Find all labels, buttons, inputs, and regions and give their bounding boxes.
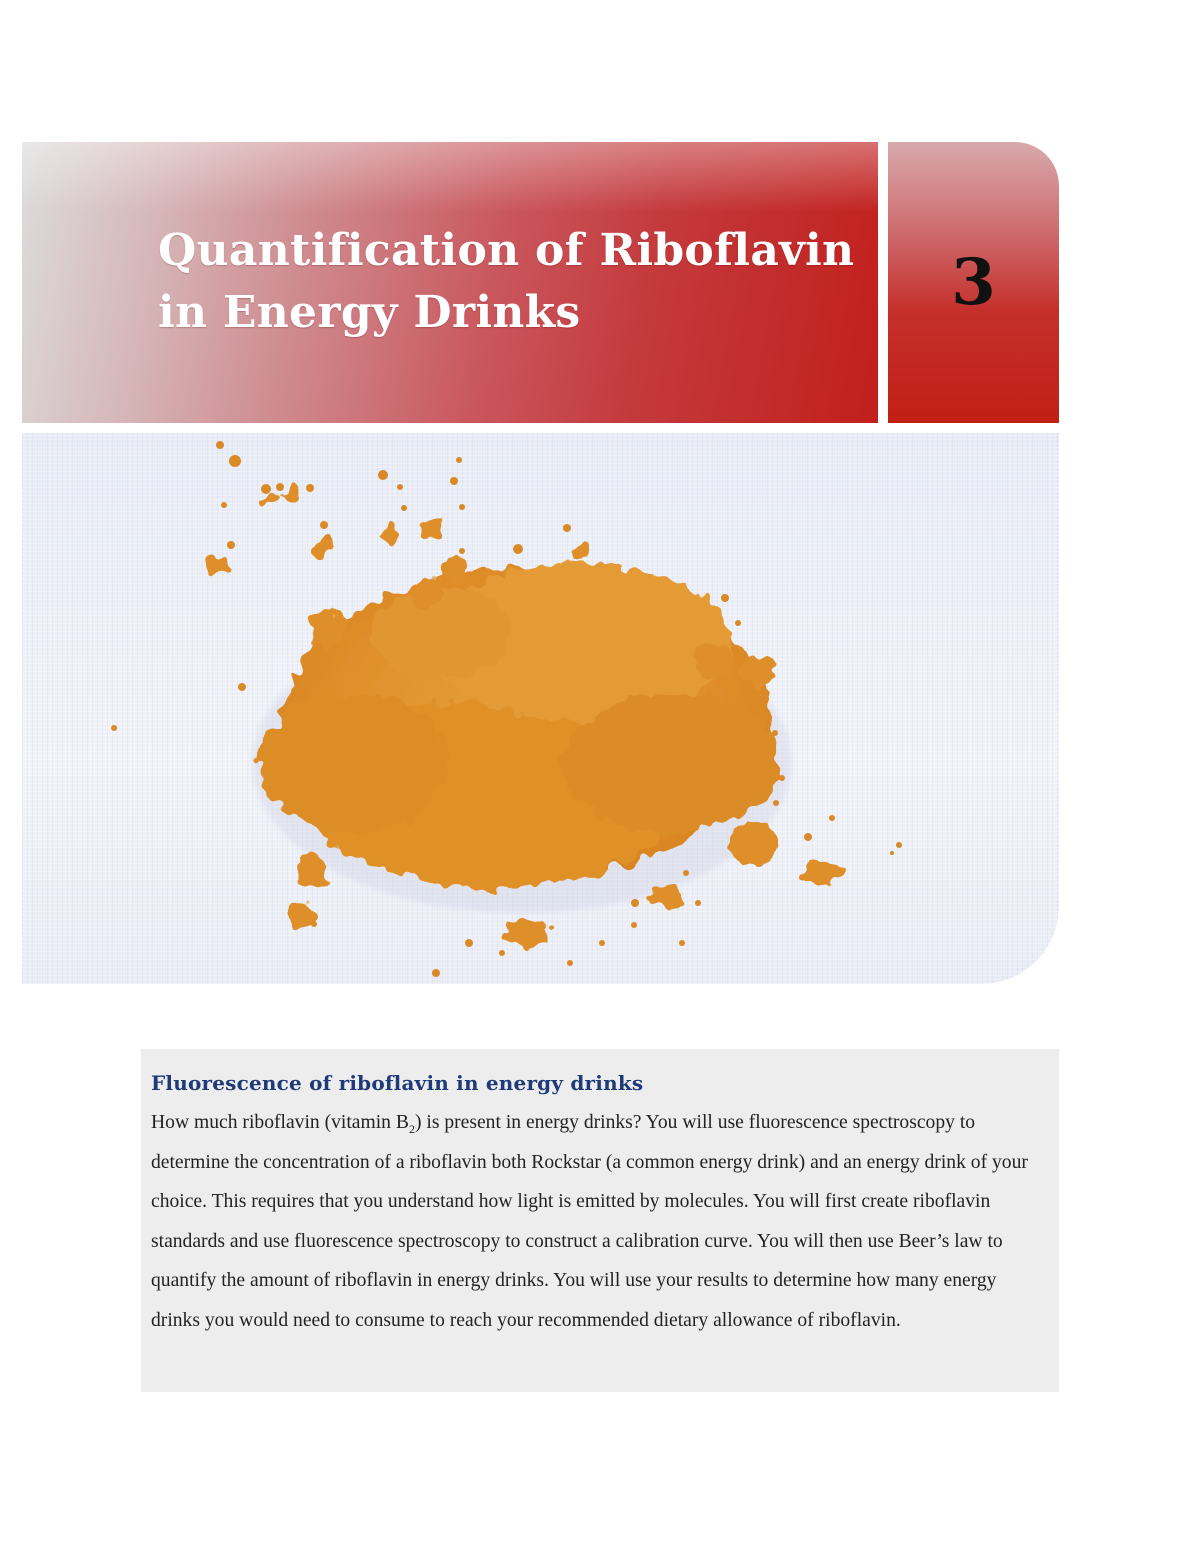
chapter-title xyxy=(158,220,854,344)
chapter-title-line-1: Quantification of Riboflavin xyxy=(158,225,855,276)
intro-heading: Fluorescence of riboflavin in energy drinks xyxy=(151,1071,644,1095)
intro-paragraph-rest: ) is present in energy drinks? You will use fluorescence spectroscopy to determine the concentration of a riboflavin both Rockstar (a common energy drink) and an energy drink of your choice. This requires that you understand how light is emitted by molecules. You will first create riboflavin standards and use fluorescence spectroscopy to construct a calibration curve. You will then use Beer’s law to quantify the amount of riboflavin in energy drinks. You will use your results to determine how many energy drinks you would need to consume to reach your recommended dietary allowance of riboflavin. xyxy=(151,1112,1028,1331)
vitamin-b-subscript: 2 xyxy=(408,1121,415,1136)
chapter-number-box xyxy=(888,142,1059,423)
intro-box xyxy=(141,1049,1059,1392)
title-banner xyxy=(22,142,878,423)
intro-paragraph xyxy=(151,1103,1043,1341)
riboflavin-photo xyxy=(22,433,1059,984)
chapter-title-line-2: in Energy Drinks xyxy=(158,287,581,338)
intro-paragraph-start: How much riboflavin (vitamin B xyxy=(151,1112,409,1133)
chapter-number: 3 xyxy=(951,245,996,320)
riboflavin-powder-pile-icon xyxy=(22,433,1059,984)
